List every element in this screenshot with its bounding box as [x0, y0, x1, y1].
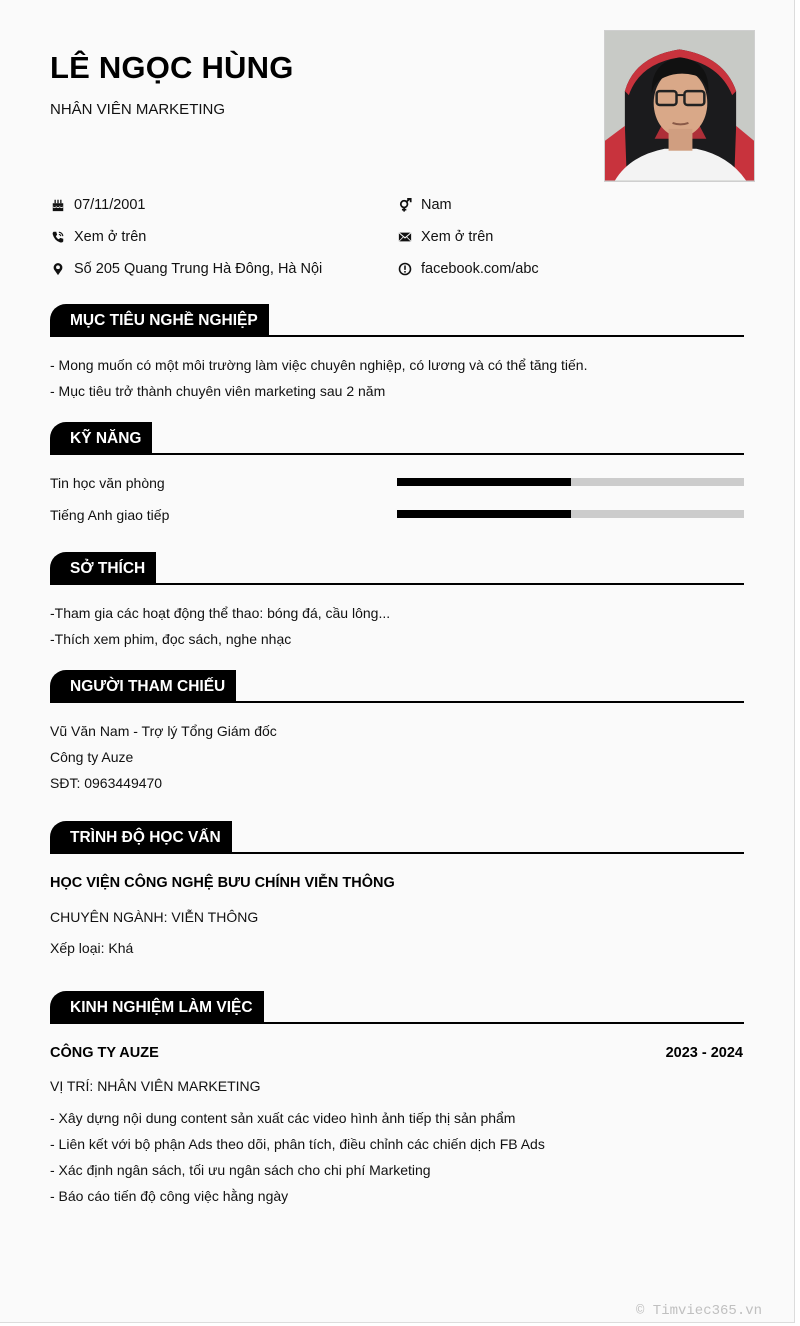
contact-gender: [397, 197, 452, 213]
avatar: [604, 30, 755, 182]
watermark: © Timviec365.vn: [636, 1303, 763, 1319]
birthday-cake-icon: [50, 197, 66, 213]
section-divider: [50, 583, 744, 585]
section-divider: [50, 1022, 744, 1024]
email-value: Xem ở trên: [421, 229, 494, 245]
profile-photo: [605, 31, 754, 181]
experience-position: VỊ TRÍ: NHÂN VIÊN MARKETING: [50, 1078, 261, 1094]
skill-level-fill: [397, 478, 571, 486]
reference-line: Công ty Auze: [50, 749, 134, 765]
objective-line: - Mong muốn có một môi trường làm việc chuyên nghiệp, có lương và có thể tăng tiến.: [50, 357, 588, 373]
section-divider: [50, 453, 744, 455]
section-divider: [50, 701, 744, 703]
section-header-experience: [50, 991, 744, 1024]
section-header-skills: [50, 422, 744, 455]
experience-company: CÔNG TY AUZE: [50, 1045, 159, 1061]
exclamation-circle-icon: [397, 261, 413, 277]
contact-address: [50, 261, 322, 277]
website-value: facebook.com/abc: [421, 261, 539, 277]
education-grade: Xếp loại: Khá: [50, 940, 134, 956]
reference-line: SĐT: 0963449470: [50, 775, 163, 791]
experience-period: 2023 - 2024: [665, 1045, 743, 1061]
phone-value: Xem ở trên: [74, 229, 147, 245]
envelope-icon: [397, 229, 413, 245]
skill-name: Tin học văn phòng: [50, 475, 165, 491]
skill-level-fill: [397, 510, 571, 518]
section-divider: [50, 335, 744, 337]
phone-icon: [50, 229, 66, 245]
candidate-job-title: NHÂN VIÊN MARKETING: [50, 101, 226, 118]
experience-duty: - Báo cáo tiến độ công việc hằng ngày: [50, 1188, 289, 1204]
birthday-value: 07/11/2001: [74, 197, 146, 213]
skill-name: Tiếng Anh giao tiếp: [50, 507, 170, 523]
contact-website: [397, 261, 539, 277]
contact-email: [397, 229, 493, 245]
section-divider: [50, 852, 744, 854]
contact-phone: [50, 229, 146, 245]
section-header-references: [50, 670, 744, 703]
section-header-education: [50, 821, 744, 854]
hobby-line: -Tham gia các hoạt động thể thao: bóng đá, cầu lông...: [50, 605, 391, 621]
section-title-hobbies: SỞ THÍCH: [50, 552, 156, 585]
gender-icon: [397, 197, 413, 213]
candidate-name: LÊ NGỌC HÙNG: [50, 50, 294, 85]
contact-birthday: [50, 197, 146, 213]
skill-level-bar: [397, 510, 744, 518]
address-value: Số 205 Quang Trung Hà Đông, Hà Nội: [74, 261, 323, 277]
section-header-objective: [50, 304, 744, 337]
section-title-skills: KỸ NĂNG: [50, 422, 152, 455]
map-marker-icon: [50, 261, 66, 277]
section-title-education: TRÌNH ĐỘ HỌC VẤN: [50, 821, 232, 854]
skill-level-bar: [397, 478, 744, 486]
section-title-references: NGƯỜI THAM CHIẾU: [50, 670, 236, 703]
section-header-hobbies: [50, 552, 744, 585]
objective-line: - Mục tiêu trở thành chuyên viên marketing sau 2 năm: [50, 383, 386, 399]
hobby-line: -Thích xem phim, đọc sách, nghe nhạc: [50, 631, 292, 647]
section-title-experience: KINH NGHIỆM LÀM VIỆC: [50, 991, 264, 1024]
education-school: HỌC VIỆN CÔNG NGHỆ BƯU CHÍNH VIỄN THÔNG: [50, 875, 395, 891]
experience-duty: - Xây dựng nội dung content sản xuất các video hình ảnh tiếp thị sản phẩm: [50, 1110, 516, 1126]
experience-duty: - Liên kết với bộ phận Ads theo dõi, phân tích, điều chỉnh các chiến dịch FB Ads: [50, 1136, 545, 1152]
experience-duty: - Xác định ngân sách, tối ưu ngân sách cho chi phí Marketing: [50, 1162, 431, 1178]
section-title-objective: MỤC TIÊU NGHỀ NGHIỆP: [50, 304, 269, 337]
education-major: CHUYÊN NGÀNH: VIỄN THÔNG: [50, 909, 259, 925]
reference-line: Vũ Văn Nam - Trợ lý Tổng Giám đốc: [50, 723, 277, 739]
gender-value: Nam: [421, 197, 452, 213]
